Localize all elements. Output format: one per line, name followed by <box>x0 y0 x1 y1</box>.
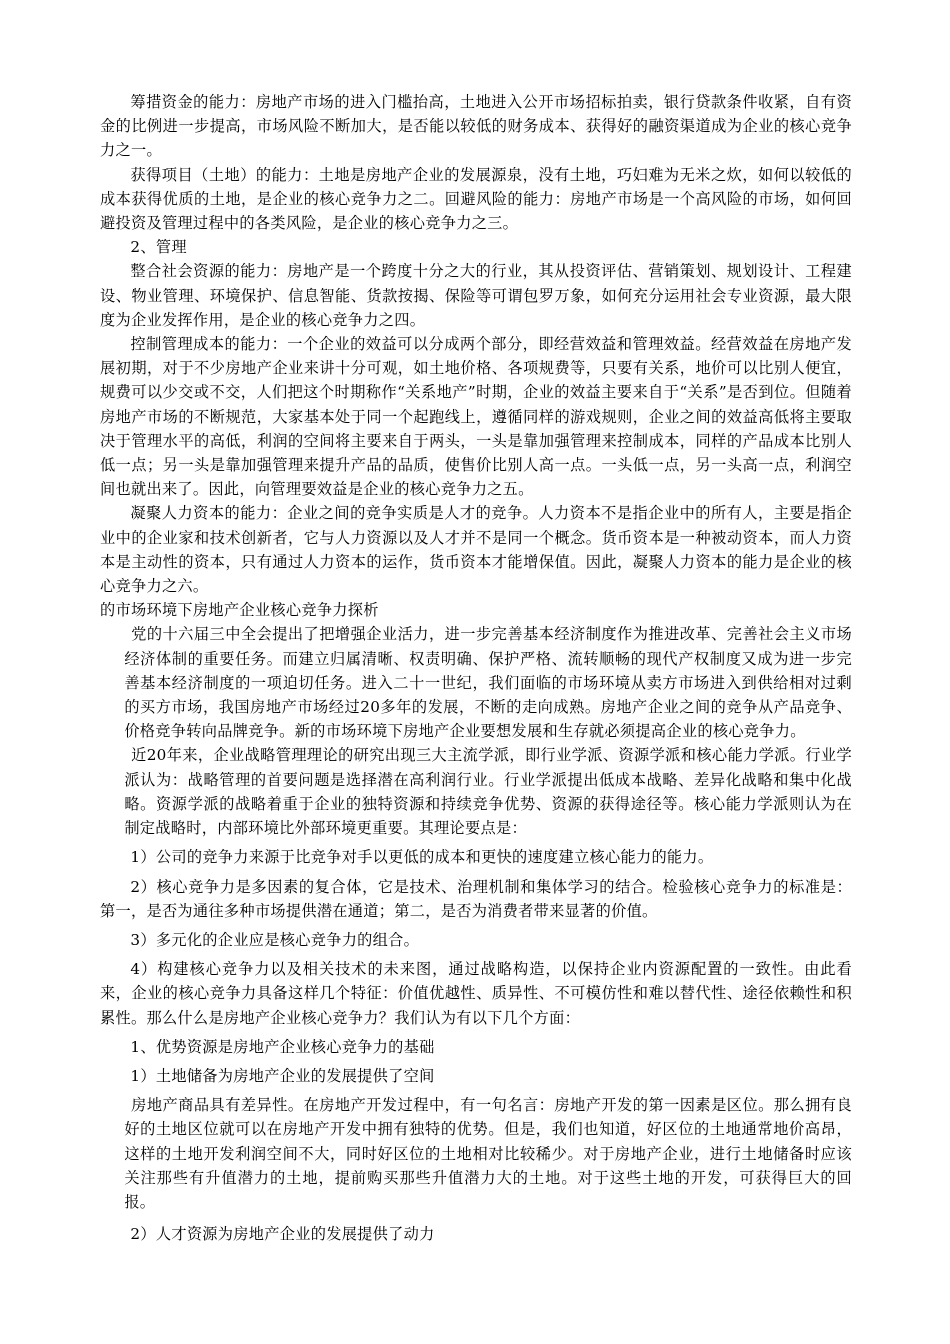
list-item-2: 2）核心竞争力是多因素的复合体，它是技术、治理机制和集体学习的结合。检验核心竞争力的标准是：第一，是否为通往多种市场提供潜在通道；第二，是否为消费者带来显著的价值。 <box>100 877 852 920</box>
subheading-talent-resources: 2）人才资源为房地产企业的发展提供了动力 <box>130 1225 435 1244</box>
paragraph-human-capital: 凝聚人力资本的能力：企业之间的竞争实质是人才的竞争。人力资本不是指企业中的所有人，主要是指企业中的企业家和技术创新者，它与人力资源以及人才并不是同一个概念。货币资本是一种被动资本，而人力资本是主动性的资本，只有通过人力资本的运作，货币资本才能增保值。因此，凝聚人力资本的能力是企业的核心竞争力之六。 <box>100 504 852 596</box>
section-heading-management: 2、管理 <box>130 238 187 257</box>
paragraph-land-acquisition: 获得项目（土地）的能力：土地是房地产企业的发展源泉，没有土地，巧妇难为无米之炊，如何以较低的成本获得优质的土地，是企业的核心竞争力之二。回避风险的能力：房地产市场是一个高风险的市场，如何回避投资及管理过程中的各类风险，是企业的核心竞争力之三。 <box>100 165 852 233</box>
paragraph-land-location: 房地产商品具有差异性。在房地产开发过程中，有一句名言：房地产开发的第一因素是区位。那么拥有良好的土地区位就可以在房地产开发中拥有独特的优势。但是，我们也知道，好区位的土地通常地价高昂，这样的土地开发利润空间不大，同时好区位的土地相对比较稀少。对于房地产企业，进行土地储备时应该关注那些有升值潜力的土地，提前购买那些升值潜力大的土地。对于这些土地的开发，可获得巨大的回报。 <box>124 1096 852 1211</box>
section-heading-market-environment: 的市场环境下房地产企业核心竞争力探析 <box>100 601 379 620</box>
paragraph-cost-control: 控制管理成本的能力：一个企业的效益可以分成两个部分，即经营效益和管理效益。经营效益在房地产发展初期，对于不少房地产企业来讲十分可观，如土地价格、各项规费等，只要有关系，地价可以比别人便宜，规费可以少交或不交，人们把这个时期称作“关系地产”时期，企业的效益主要来自于“关系”是否到位。但随着房地产市场的不断规范，大家基本处于同一个起跑线上，遵循同样的游戏规则，企业之间的效益高低将主要取决于管理水平的高低，利润的空间将主要来自于两头，一头是靠加强管理来控制成本，同样的产品成本比别人低一点；另一头是靠加强管理来提升产品的品质，使售价比别人高一点。一头低一点，另一头高一点，利润空间也就出来了。因此，向管理要效益是企业的核心竞争力之五。 <box>100 335 852 499</box>
list-item-4: 4）构建核心竞争力以及相关技术的未来图，通过战略构造，以保持企业内资源配置的一致性。由此看来，企业的核心竞争力具备这样几个特征：价值优越性、质异性、不可模仿性和难以替代性、途径依赖性和积累性。那么什么是房地产企业核心竞争力？我们认为有以下几个方面： <box>100 960 852 1027</box>
list-item-3: 3）多元化的企业应是核心竞争力的组合。 <box>130 930 420 949</box>
list-item-1: 1）公司的竞争力来源于比竞争对手以更低的成本和更快的速度建立核心能力的能力。 <box>130 848 714 867</box>
subheading-advantage-resources: 1、优势资源是房地产企业核心竞争力的基础 <box>130 1037 435 1056</box>
paragraph-third-plenum: 党的十六届三中全会提出了把增强企业活力，进一步完善基本经济制度作为推进改革、完善社会主义市场经济体制的重要任务。而建立归属清晰、权责明确、保护严格、流转顺畅的现代产权制度又成为进一步完善基本经济制度的一项迫切任务。进入二十一世纪，我们面临的市场环境从卖方市场进入到供给相对过剩的买方市场，我国房地产市场经过20多年的发展，不断的走向成熟。房地产企业之间的竞争从产品竞争、价格竞争转向品牌竞争。新的市场环境下房地产企业要想发展和生存就必须提高企业的核心竞争力。 <box>124 625 852 741</box>
subheading-land-reserve: 1）土地储备为房地产企业的发展提供了空间 <box>130 1066 435 1085</box>
document-page <box>100 90 852 1246</box>
paragraph-strategy-schools: 近20年来，企业战略管理理论的研究出现三大主流学派，即行业学派、资源学派和核心能力学派。行业学派认为：战略管理的首要问题是选择潜在高利润行业。行业学派提出低成本战略、差异化战略和集中化战略。资源学派的战略着重于企业的独特资源和持续竞争优势、资源的获得途径等。核心能力学派则认为在制定战略时，内部环境比外部环境更重要。其理论要点是： <box>124 746 852 838</box>
paragraph-fundraising: 筹措资金的能力：房地产市场的进入门槛抬高，土地进入公开市场招标拍卖，银行贷款条件收紧，自有资金的比例进一步提高，市场风险不断加大，是否能以较低的财务成本、获得好的融资渠道成为企业的核心竞争力之一。 <box>100 93 852 160</box>
paragraph-resource-integration: 整合社会资源的能力：房地产是一个跨度十分之大的行业，其从投资评估、营销策划、规划设计、工程建设、物业管理、环境保护、信息智能、货款按揭、保险等可谓包罗万象，如何充分运用社会专业资源，最大限度为企业发挥作用，是企业的核心竞争力之四。 <box>100 262 852 329</box>
